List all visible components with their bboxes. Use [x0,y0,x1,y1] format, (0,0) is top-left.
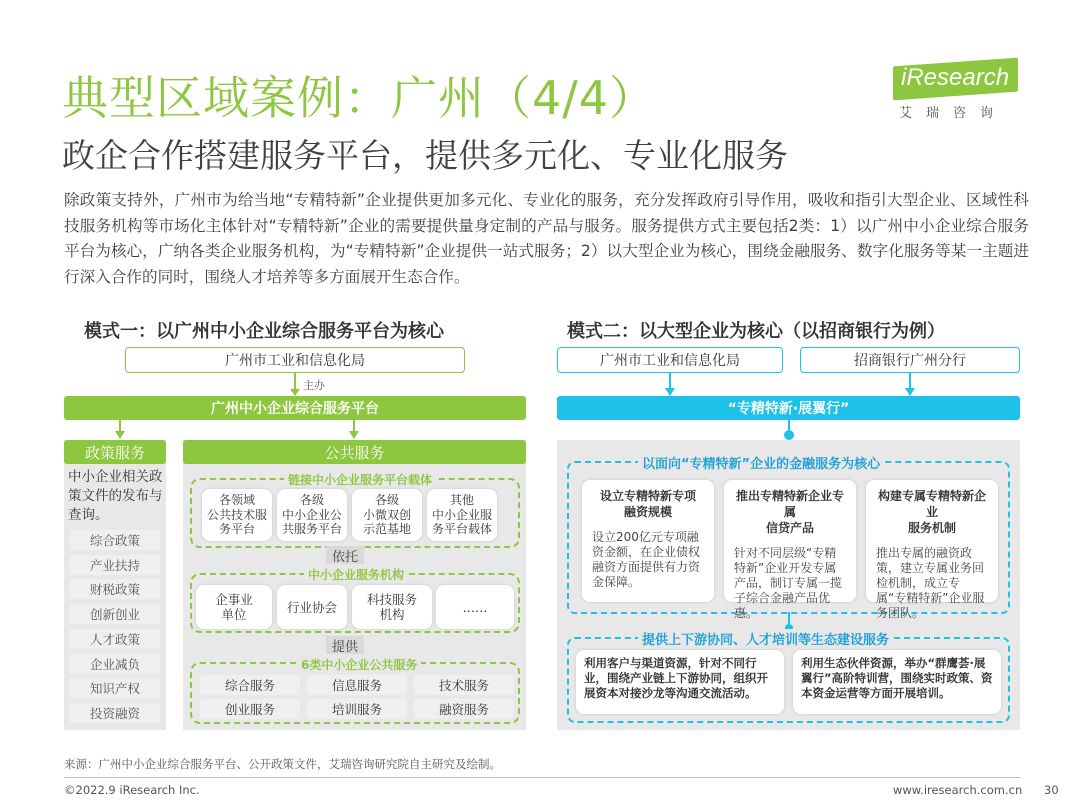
policy-item: 企业减负 [70,654,160,674]
finance-card-title: 推出专精特新企业专属 信贷产品 [735,489,844,535]
service-title: 6类中小企业公共服务 [297,656,421,673]
service-item: 培训服务 [307,699,407,719]
page-number: 30 [1044,783,1059,797]
program-bar [557,396,1020,420]
service-item: 技术服务 [414,675,514,695]
mode1-sponsor-label: 主办 [303,379,325,392]
org-item: …… [436,585,514,629]
eco-card-text: 利用客户与渠道资源，针对不同行业，围绕产业链上下游协同，组织开展资本对接沙龙等沟通交流活动。 [584,656,768,700]
source-note: 来源：广州中小企业综合服务平台、公开政策文件，艾瑞咨询研究院自主研究及绘制。 [64,757,501,771]
eco-card [793,650,1001,714]
org-title: 中小企业服务机构 [304,566,408,583]
finance-title: 以面向“专精特新”企业的金融服务为核心 [638,453,884,472]
policy-header-label: 政策服务 [84,443,145,462]
mode2-merge-arrows [557,373,1020,397]
program-label: “专精特新·展翼行” [727,401,850,417]
mode1-platform-label: 广州中小企业综合服务平台 [211,401,379,417]
public-header-label: 公共服务 [324,443,385,462]
mode1-arrow-sponsor [290,373,302,397]
finance-card [866,480,998,620]
site-url[interactable]: www.iresearch.com.cn [893,783,1023,797]
mode2-org1-box [557,347,783,373]
mode2-org2-box [800,347,1020,373]
finance-card [724,480,856,620]
service-item: 信息服务 [307,675,407,695]
rely-tag: 依托 [326,546,364,564]
carrier-item: 其他 中小企业服 务平台载体 [427,489,497,541]
policy-header [64,440,166,464]
mode1-org-label: 广州市工业和信息化局 [225,353,365,369]
iresearch-logo [893,56,1023,126]
page-subtitle: 政企合作搭建服务平台，提供多元化、专业化服务 [62,136,788,175]
finance-card-body: 针对不同层级“专精特新”企业开发专属产品，制订专属一揽子综合金融产品优惠。 [734,546,843,620]
mode1-org-box [125,347,465,373]
logo-cn: 艾瑞咨询 [899,106,1008,121]
program-down-arrow [782,420,796,442]
finance-card-body: 设立200亿元专项融资金额，在企业债权融资方面提供有力资金保障。 [592,530,701,589]
footer-divider [64,777,1020,778]
intro-paragraph: 除政策支持外，广州市为给当地“专精特新”企业提供更加多元化、专业化的服务，充分发挥政府引导作用，吸收和指引大型企业、区域性科技服务机构等市场化主体针对“专精特新”企业的需要提供量身定制的产品与服务。服务提供方式主要包括2类：1）以广州中小企业综合服务平台为核心，广纳各类企业服务机构，为“专精特新”企业提供一站式服务；2）以大型企业为核心，围绕金融服务、数字化服务等某一主题进行深入合作的同时，围绕人才培养等多方面展开生态合作。 [64,191,1029,286]
finance-card-title: 构建专属专精特新企业 服务机制 [877,489,986,535]
service-item: 融资服务 [414,699,514,719]
org-item: 行业协会 [277,585,347,629]
org-item: 科技服务 机构 [352,585,432,629]
logo-brand: iResearch [901,64,1010,91]
copyright: ©2022.9 iResearch Inc. [64,783,200,797]
policy-item: 人才政策 [70,629,160,649]
policy-item: 财税政策 [70,579,160,599]
eco-card [576,650,784,714]
carrier-title: 链接中小企业服务平台载体 [284,471,436,488]
policy-item: 创新创业 [70,604,160,624]
provide-tag: 提供 [326,636,364,654]
service-item: 综合服务 [200,675,300,695]
carrier-item: 各领域 公共技术服 务平台 [202,489,272,541]
eco-card-text: 利用生态伙伴资源，举办“群鹰荟·展翼行”高阶特训营，围绕实时政策、资本资金运营等方面开展培训。 [801,656,993,700]
carrier-item: 各级 中小企业公 共服务平台 [277,489,347,541]
policy-item: 产业扶持 [70,555,160,575]
mode1-branch-arrows [64,420,526,440]
finance-card-title: 设立专精特新专项 融资规模 [599,489,696,519]
policy-item: 综合政策 [70,530,160,550]
org-item: 企事业 单位 [196,585,272,629]
finance-card-body: 推出专属的融资政策，建立专属业务回检机制，成立专属“专精特新”企业服务团队。 [876,546,985,620]
mode1-platform-bar [64,396,526,420]
mode2-title: 模式二：以大型企业为核心（以招商银行为例） [567,321,945,342]
mode2-org2-label: 招商银行广州分行 [854,353,966,369]
policy-item: 投资融资 [70,703,160,723]
carrier-item: 各级 小微双创 示范基地 [352,489,422,541]
service-item: 创业服务 [200,699,300,719]
policy-item: 知识产权 [70,678,160,698]
public-header [183,440,526,464]
mode2-org1-label: 广州市工业和信息化局 [600,353,740,369]
mode1-title: 模式一：以广州中小企业综合服务平台为核心 [84,321,444,342]
eco-title: 提供上下游协同、人才培训等生态建设服务 [638,629,893,648]
page-title: 典型区域案例：广州（4/4） [62,71,657,125]
policy-desc: 中小企业相关政策文件的发布与查询。 [68,469,163,523]
finance-card [582,480,714,602]
